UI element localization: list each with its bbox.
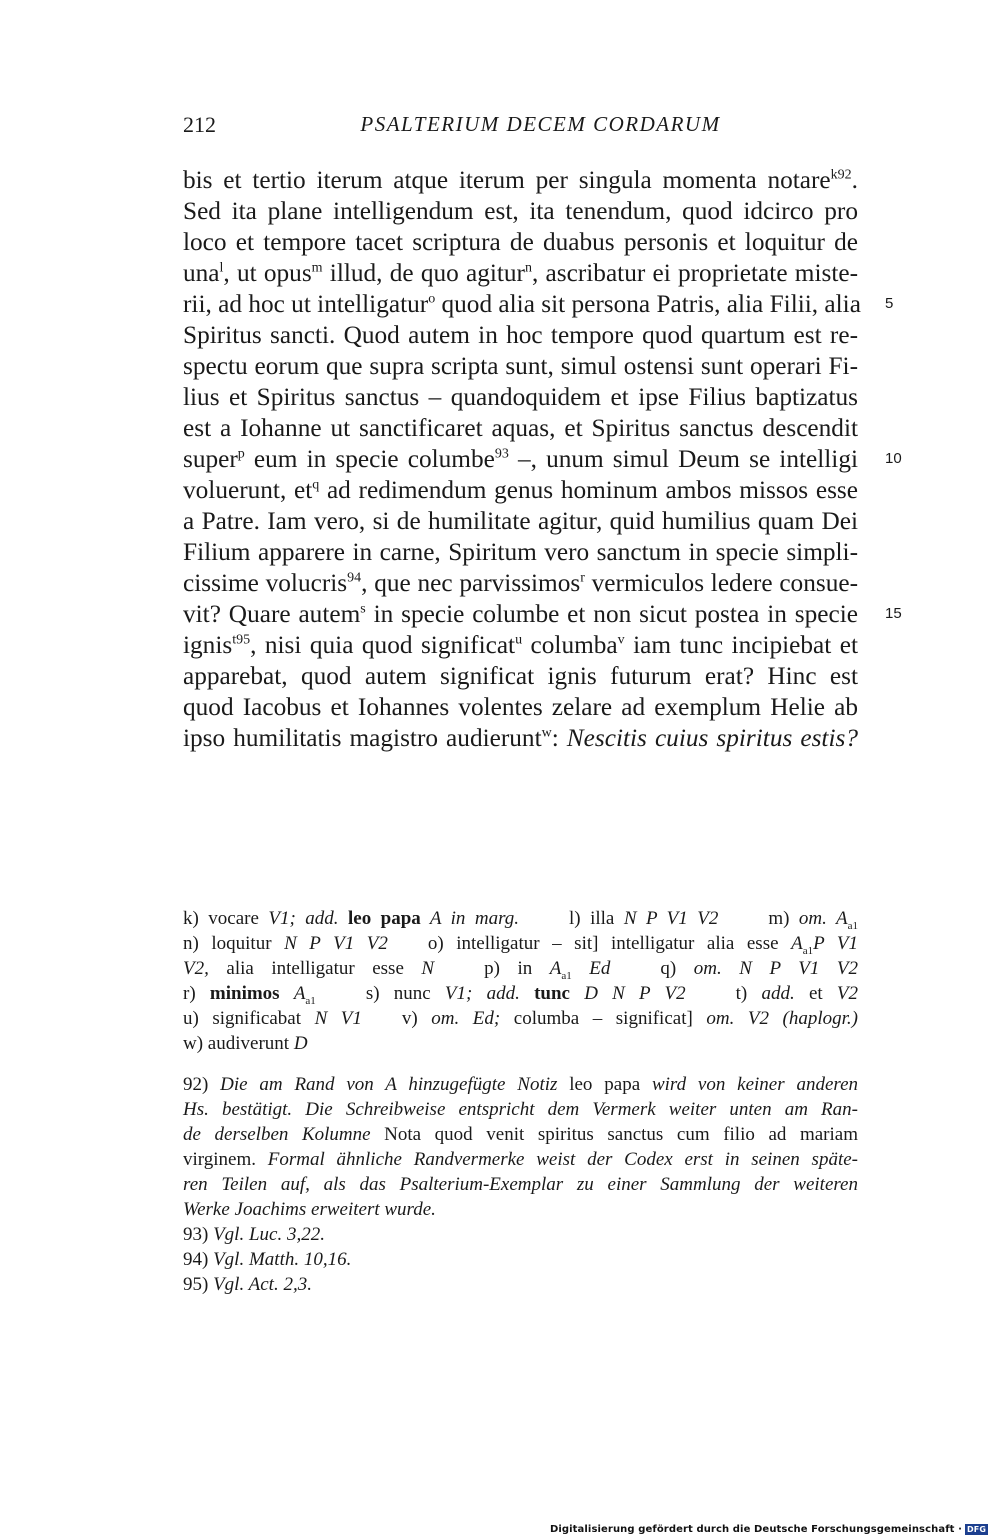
italic-run: A <box>791 933 803 954</box>
italic-run: om. Ed; <box>431 1008 501 1029</box>
text-line <box>183 661 858 692</box>
italic-run: om. A <box>798 908 848 929</box>
note-marker: k92 <box>830 167 852 183</box>
text-run: , nisi quia quod significat <box>250 631 516 659</box>
page-number: 212 <box>183 112 216 137</box>
text-run: alia intelligatur esse <box>208 958 422 979</box>
italic-run: V2 <box>836 983 859 1004</box>
text-line <box>183 723 858 754</box>
text-run: vit? Quare autem <box>183 600 361 628</box>
text-run: rii, ad hoc ut intelligatur <box>183 290 429 318</box>
text-run: –, unum simul Deum se intelligi <box>508 445 858 473</box>
apparatus-line <box>183 981 858 1006</box>
italic-run: A <box>549 958 562 979</box>
line-number: 15 <box>885 605 902 622</box>
footnote-line <box>183 1272 858 1297</box>
italic-run: V1; add. <box>268 908 348 929</box>
running-title: PSALTERIUM DECEM CORDARUM <box>360 112 721 136</box>
text-run: u) significabat <box>183 1008 315 1029</box>
text-line <box>183 692 858 723</box>
italic-run: Vgl. Act. 2,3. <box>213 1274 312 1295</box>
italic-run: Nescitis cuius spiritus estis? <box>566 724 858 752</box>
apparatus-line <box>183 1031 858 1056</box>
text-run: columba – significat] <box>500 1008 707 1029</box>
siglum-subscript: a1 <box>847 919 859 932</box>
italic-run: N V1 <box>314 1008 362 1029</box>
text-run: 92) <box>183 1074 221 1095</box>
italic-run: Ed <box>571 958 611 979</box>
note-marker: s <box>360 601 366 617</box>
siglum-subscript: a1 <box>802 944 814 957</box>
text-run: n) loquitur <box>183 933 285 954</box>
text-run: iam tunc incipiebat et <box>624 631 858 659</box>
text-line <box>183 475 858 506</box>
text-line <box>183 258 858 289</box>
text-line <box>183 537 858 568</box>
italic-run: A <box>293 983 306 1004</box>
text-line <box>183 351 858 382</box>
italic-run: V1; add. <box>444 983 535 1004</box>
italic-run: de derselben Kolumne <box>183 1124 371 1145</box>
text-run: r) <box>183 983 210 1004</box>
note-marker: 94 <box>347 570 362 586</box>
text-line <box>183 506 858 537</box>
text-run: quod alia sit persona Patris, alia Filii, alia <box>435 290 861 318</box>
note-marker: r <box>580 570 585 586</box>
bold-run: tunc <box>534 983 570 1004</box>
note-marker: u <box>515 632 523 648</box>
apparatus-line <box>183 931 858 956</box>
italic-run: Werke Joachims erweitert wurde. <box>183 1199 436 1220</box>
dfg-logo: DFG <box>967 1525 986 1534</box>
note-marker: o <box>428 291 436 307</box>
bold-run: minimos <box>209 983 280 1004</box>
italic-run: om. N P V1 V2 <box>693 958 859 979</box>
text-run: loco et tempore tacet scriptura de duabus personis et loquitur de <box>183 228 858 256</box>
italic-run: D <box>293 1033 308 1054</box>
note-marker: l <box>219 260 224 276</box>
footnote-line <box>183 1197 858 1222</box>
footnotes <box>183 1072 858 1297</box>
footnote-line <box>183 1147 858 1172</box>
note-marker: 93 <box>494 446 509 462</box>
siglum-subscript: a1 <box>561 969 572 982</box>
text-run: vermiculos ledere consue- <box>584 569 858 597</box>
text-run: bis et tertio iterum atque iterum per singula momenta notare <box>183 166 831 194</box>
text-run: super <box>183 445 238 473</box>
text-line <box>183 165 858 196</box>
text-run: p) in <box>484 958 550 979</box>
text-run: o) intelligatur – sit] intelligatur alia esse <box>427 933 792 954</box>
note-marker: v <box>617 632 625 648</box>
text-run: Spiritus sancti. Quod autem in hoc tempore quod quartum est re- <box>183 321 858 349</box>
text-run: s) nunc <box>365 983 445 1004</box>
text-run: , ut opus <box>223 259 312 287</box>
italic-run: ren Teilen auf, als das Psalterium-Exemplar zu einer Sammlung der weiteren <box>183 1174 858 1195</box>
footnote-line <box>183 1097 858 1122</box>
footnote-line <box>183 1172 858 1197</box>
line-number: 5 <box>885 295 894 312</box>
text-run: k) vocare <box>183 908 269 929</box>
text-run: spectu eorum que supra scripta sunt, simul ostensi sunt operari Fi- <box>183 352 858 380</box>
text-run: 93) <box>183 1224 214 1245</box>
italic-run: P V1 <box>813 933 858 954</box>
text-line <box>183 413 858 444</box>
italic-run: om. V2 (haplogr.) <box>706 1008 858 1029</box>
apparatus-line <box>183 1006 858 1031</box>
note-marker: w <box>541 725 552 741</box>
text-run: una <box>183 259 220 287</box>
text-run: v) <box>401 1008 432 1029</box>
text-run: ipso humilitatis magistro audierunt <box>183 724 542 752</box>
text-run: lius et Spiritus sanctus – quandoquidem et ipse Filius baptizatus <box>183 383 858 411</box>
text-line <box>183 444 858 475</box>
text-run: quod Iacobus et Iohannes volentes zelare ad exemplum Helie ab <box>183 693 858 721</box>
italic-run: add. <box>761 983 795 1004</box>
italic-run: V2, <box>183 958 209 979</box>
note-marker: n <box>525 260 532 276</box>
footnote-line <box>183 1247 858 1272</box>
text-run: et <box>794 983 837 1004</box>
italic-run: wird von keiner anderen <box>651 1074 859 1095</box>
text-run: in specie columbe et non sicut postea in specie <box>365 600 858 628</box>
note-marker: p <box>237 446 245 462</box>
text-run: Filium apparere in carne, Spiritum vero sanctum in specie simpli- <box>183 538 858 566</box>
text-run: apparebat, quod autem significat ignis futurum erat? Hinc est <box>183 662 858 690</box>
text-line <box>183 630 858 661</box>
footnote-line <box>183 1072 858 1097</box>
italic-run: A in marg. <box>420 908 520 929</box>
italic-run: Vgl. Matth. 10,16. <box>213 1249 352 1270</box>
main-text <box>183 165 861 754</box>
text-line <box>183 289 861 320</box>
footnote-line <box>183 1122 858 1147</box>
text-run: leo papa <box>557 1074 652 1095</box>
italic-run: N P V1 V2 <box>284 933 388 954</box>
text-run: eum in specie columbe <box>244 445 495 473</box>
critical-apparatus <box>183 906 858 1056</box>
text-run: q) <box>660 958 694 979</box>
text-line <box>183 196 858 227</box>
note-marker: m <box>311 260 323 276</box>
italic-run: N P V1 V2 <box>623 908 719 929</box>
text-line <box>183 599 858 630</box>
italic-run: D N P V2 <box>569 983 686 1004</box>
bold-run: leo papa <box>347 908 421 929</box>
text-line <box>183 320 858 351</box>
text-run: . <box>851 166 858 194</box>
text-line <box>183 227 858 258</box>
text-run: , que nec parvissimos <box>361 569 581 597</box>
apparatus-line <box>183 956 858 981</box>
text-line <box>183 568 858 599</box>
apparatus-line <box>183 906 858 931</box>
italic-run: Formal ähnliche Randvermerke weist der Codex erst in seinen späte- <box>267 1149 858 1170</box>
text-run: ignis <box>183 631 233 659</box>
italic-run: Die am Rand von A hinzugefügte Notiz <box>220 1074 558 1095</box>
text-run: columba <box>522 631 618 659</box>
text-run: virginem. <box>183 1149 268 1170</box>
text-run: voluerunt, et <box>183 476 313 504</box>
text-run: ad redimendum genus hominum ambos missos esse <box>319 476 859 504</box>
page-header <box>183 112 858 146</box>
note-marker: t95 <box>232 632 251 648</box>
siglum-subscript: a1 <box>305 994 316 1007</box>
text-run: : <box>551 724 567 752</box>
note-marker: q <box>312 477 320 493</box>
text-run: t) <box>735 983 762 1004</box>
text-line <box>183 382 858 413</box>
text-run: cissime volucris <box>183 569 348 597</box>
italic-run: N <box>421 958 435 979</box>
text-run: 95) <box>183 1274 214 1295</box>
text-run: m) <box>768 908 799 929</box>
digitization-credit <box>550 1524 988 1535</box>
line-number: 10 <box>885 450 902 467</box>
text-run: illud, de quo agitur <box>322 259 525 287</box>
text-run: est a Iohanne ut sanctificaret aquas, et Spiritus sanctus descendit <box>183 414 858 442</box>
footnote-line <box>183 1222 858 1247</box>
italic-run: Hs. bestätigt. Die Schreibweise entspricht dem Vermerk weiter unten am Ran- <box>183 1099 858 1120</box>
text-run: 94) <box>183 1249 214 1270</box>
text-run: a Patre. Iam vero, si de humilitate agitur, quid humilius quam Dei <box>183 507 858 535</box>
italic-run: Vgl. Luc. 3,22. <box>213 1224 325 1245</box>
text-run: Nota quod venit spiritus sanctus cum filio ad mariam <box>370 1124 858 1145</box>
text-run <box>280 983 294 1004</box>
credit-text: Digitalisierung gefördert durch die Deutsche Forschungsgemeinschaft · <box>549 1524 963 1535</box>
text-run: w) audiverunt <box>183 1033 294 1054</box>
text-run: , ascribatur ei proprietate miste- <box>532 259 858 287</box>
text-run: l) illa <box>569 908 624 929</box>
text-run: Sed ita plane intelligendum est, ita tenendum, quod idcirco pro <box>183 197 858 225</box>
